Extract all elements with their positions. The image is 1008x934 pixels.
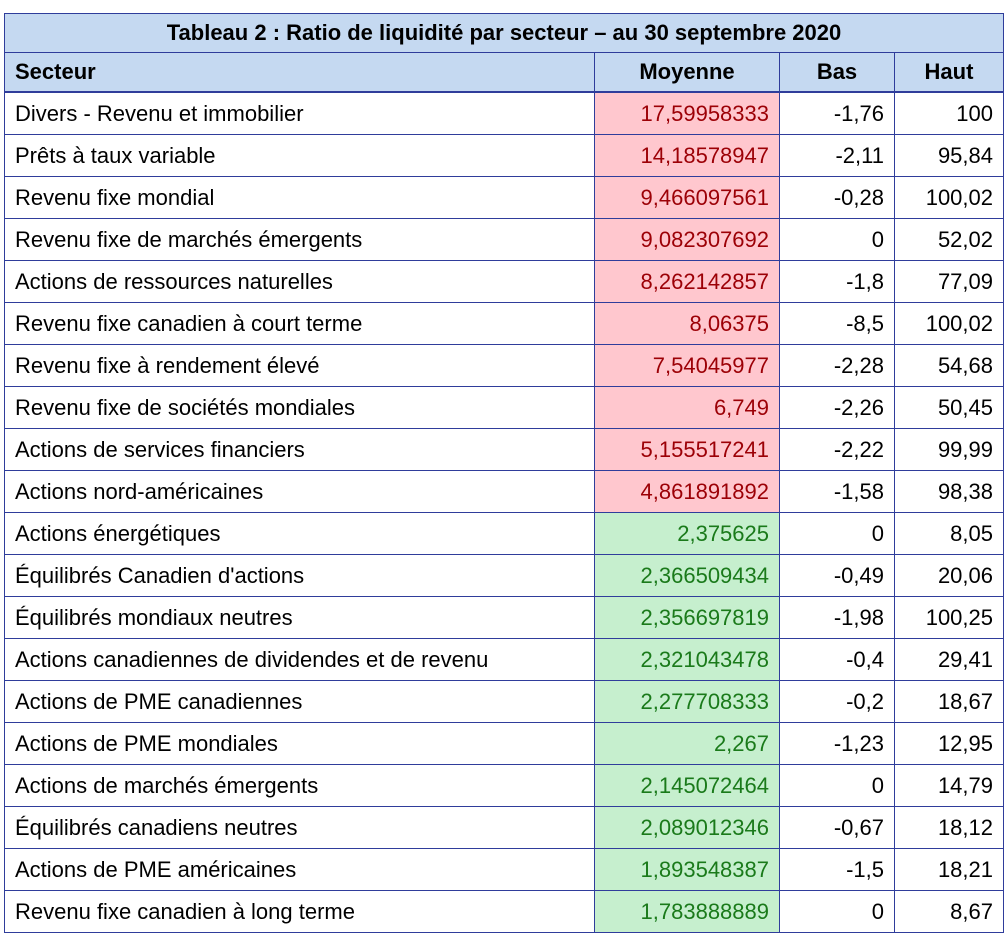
cell-low: 0 (780, 891, 895, 933)
table-row (5, 513, 1004, 555)
cell-high: 14,79 (895, 765, 1004, 807)
column-header-low: Bas (780, 53, 895, 93)
table-row (5, 261, 1004, 303)
table-title: Tableau 2 : Ratio de liquidité par secteur – au 30 septembre 2020 (4, 13, 1004, 52)
cell-average: 2,366509434 (595, 555, 780, 597)
cell-low: -2,22 (780, 429, 895, 471)
cell-average: 1,783888889 (595, 891, 780, 933)
cell-high: 18,21 (895, 849, 1004, 891)
cell-high: 77,09 (895, 261, 1004, 303)
cell-low: 0 (780, 765, 895, 807)
cell-low: -2,26 (780, 387, 895, 429)
cell-low: -2,11 (780, 135, 895, 177)
cell-high: 50,45 (895, 387, 1004, 429)
cell-low: -1,76 (780, 92, 895, 135)
cell-sector: Actions de PME mondiales (5, 723, 595, 765)
liquidity-table-container (4, 13, 1003, 933)
cell-high: 8,05 (895, 513, 1004, 555)
cell-sector: Revenu fixe canadien à long terme (5, 891, 595, 933)
cell-average: 1,893548387 (595, 849, 780, 891)
table-row (5, 597, 1004, 639)
cell-low: -1,58 (780, 471, 895, 513)
table-header (5, 53, 1004, 93)
cell-low: -1,23 (780, 723, 895, 765)
table-row (5, 555, 1004, 597)
cell-sector: Actions de PME américaines (5, 849, 595, 891)
cell-sector: Revenu fixe à rendement élevé (5, 345, 595, 387)
cell-sector: Actions de services financiers (5, 429, 595, 471)
cell-sector: Actions canadiennes de dividendes et de revenu (5, 639, 595, 681)
cell-sector: Actions de PME canadiennes (5, 681, 595, 723)
cell-average: 2,089012346 (595, 807, 780, 849)
cell-average: 9,082307692 (595, 219, 780, 261)
table-row (5, 429, 1004, 471)
cell-high: 99,99 (895, 429, 1004, 471)
table-row (5, 471, 1004, 513)
cell-high: 100,02 (895, 177, 1004, 219)
table-row (5, 807, 1004, 849)
cell-sector: Prêts à taux variable (5, 135, 595, 177)
cell-low: -1,98 (780, 597, 895, 639)
table-row (5, 345, 1004, 387)
cell-high: 52,02 (895, 219, 1004, 261)
cell-sector: Équilibrés mondiaux neutres (5, 597, 595, 639)
cell-high: 100 (895, 92, 1004, 135)
cell-average: 2,356697819 (595, 597, 780, 639)
cell-average: 8,06375 (595, 303, 780, 345)
column-header-high: Haut (895, 53, 1004, 93)
cell-high: 8,67 (895, 891, 1004, 933)
cell-average: 2,375625 (595, 513, 780, 555)
cell-high: 100,02 (895, 303, 1004, 345)
cell-average: 14,18578947 (595, 135, 780, 177)
table-row (5, 849, 1004, 891)
table-row (5, 723, 1004, 765)
cell-average: 9,466097561 (595, 177, 780, 219)
table-row (5, 177, 1004, 219)
cell-low: -2,28 (780, 345, 895, 387)
cell-high: 95,84 (895, 135, 1004, 177)
cell-sector: Équilibrés Canadien d'actions (5, 555, 595, 597)
cell-average: 6,749 (595, 387, 780, 429)
cell-sector: Revenu fixe de marchés émergents (5, 219, 595, 261)
cell-sector: Divers - Revenu et immobilier (5, 92, 595, 135)
cell-average: 7,54045977 (595, 345, 780, 387)
cell-high: 20,06 (895, 555, 1004, 597)
cell-low: 0 (780, 219, 895, 261)
cell-average: 8,262142857 (595, 261, 780, 303)
cell-high: 54,68 (895, 345, 1004, 387)
cell-low: -8,5 (780, 303, 895, 345)
cell-sector: Revenu fixe de sociétés mondiales (5, 387, 595, 429)
cell-low: -1,8 (780, 261, 895, 303)
header-row (5, 53, 1004, 93)
table-row (5, 303, 1004, 345)
table-row (5, 639, 1004, 681)
cell-sector: Revenu fixe canadien à court terme (5, 303, 595, 345)
cell-sector: Actions nord-américaines (5, 471, 595, 513)
cell-average: 2,145072464 (595, 765, 780, 807)
cell-high: 98,38 (895, 471, 1004, 513)
cell-sector: Actions énergétiques (5, 513, 595, 555)
table-row (5, 387, 1004, 429)
cell-low: -0,49 (780, 555, 895, 597)
cell-low: 0 (780, 513, 895, 555)
cell-high: 12,95 (895, 723, 1004, 765)
cell-sector: Équilibrés canadiens neutres (5, 807, 595, 849)
table-row (5, 135, 1004, 177)
cell-average: 2,321043478 (595, 639, 780, 681)
cell-average: 2,267 (595, 723, 780, 765)
cell-sector: Revenu fixe mondial (5, 177, 595, 219)
cell-average: 17,59958333 (595, 92, 780, 135)
cell-low: -0,67 (780, 807, 895, 849)
cell-average: 5,155517241 (595, 429, 780, 471)
column-header-sector: Secteur (5, 53, 595, 93)
liquidity-table (4, 13, 1004, 933)
table-row (5, 681, 1004, 723)
table-row (5, 92, 1004, 135)
table-row (5, 891, 1004, 933)
cell-low: -1,5 (780, 849, 895, 891)
table-row (5, 219, 1004, 261)
cell-sector: Actions de marchés émergents (5, 765, 595, 807)
cell-average: 4,861891892 (595, 471, 780, 513)
cell-average: 2,277708333 (595, 681, 780, 723)
cell-low: -0,2 (780, 681, 895, 723)
cell-low: -0,28 (780, 177, 895, 219)
cell-sector: Actions de ressources naturelles (5, 261, 595, 303)
cell-high: 18,67 (895, 681, 1004, 723)
cell-high: 100,25 (895, 597, 1004, 639)
cell-high: 29,41 (895, 639, 1004, 681)
cell-high: 18,12 (895, 807, 1004, 849)
column-header-average: Moyenne (595, 53, 780, 93)
cell-low: -0,4 (780, 639, 895, 681)
table-body (5, 92, 1004, 933)
table-row (5, 765, 1004, 807)
